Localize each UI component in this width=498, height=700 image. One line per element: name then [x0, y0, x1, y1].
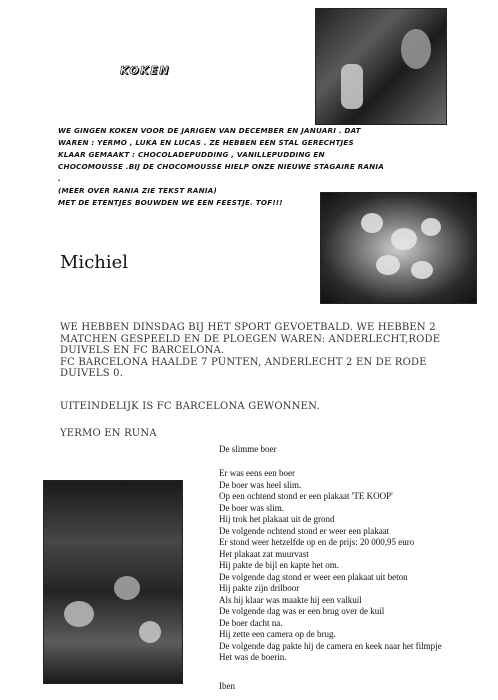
story-line: De volgende dag stond er weer een plakaat uit beton: [219, 571, 408, 582]
story-title: De slimme boer: [219, 444, 277, 454]
story-line: Er was eens een boer: [219, 468, 295, 478]
koken-line: CHOCOMOUSSE .BIJ DE CHOCOMOUSSE HIELP ONZE NIEUWE STAGAIRE RANIA: [58, 162, 385, 171]
story-line: De boer was slim.: [219, 502, 284, 513]
story-line: De boer was heel slim.: [219, 479, 302, 490]
koken-line: WAREN : YERMO , LUKA EN LUCAS . ZE HEBBEN EEN STAL GERECHTJES: [58, 138, 354, 147]
sport-authors: YERMO EN RUNA: [60, 428, 157, 439]
sport-line: DUIVELS EN FC BARCELONA.: [60, 345, 225, 356]
michiel-name: Michiel: [60, 252, 129, 273]
sport-paragraph: [60, 322, 470, 380]
koken-line: (MEER OVER RANIA ZIE TEKST RANIA): [58, 186, 218, 195]
story-line: Hij zette een camera op de brug.: [219, 629, 336, 639]
story-line: Er stond weer hetzelfde op en de prijs: 20 000,95 euro: [219, 537, 415, 547]
koken-title: KOKEN: [120, 64, 170, 77]
story-line: De volgende ochtend stond er weer een plakaat: [219, 525, 390, 536]
story-line: De volgende dag pakte hij de camera en keek naar het filmpje: [219, 640, 442, 651]
koken-line: MET DE ETENTJES BOUWDEN WE EEN FEESTJE. TOF!!!: [58, 198, 283, 207]
sport-line: FC BARCELONA HAALDE 7 PUNTEN, ANDERLECHT 2 EN DE RODE: [60, 356, 427, 368]
dessert-photo: [320, 192, 477, 304]
party-photo: [43, 480, 183, 684]
koken-line: KLAAR GEMAAKT : CHOCOLADEPUDDING , VANILLEPUDDING EN: [58, 150, 325, 159]
story-line: De volgende dag was er een brug over de kuil: [219, 606, 385, 616]
cooking-photo: [315, 8, 447, 125]
sport-line: MATCHEN GESPEELD EN DE PLOEGEN WAREN: ANDERLECHT,RODE: [60, 333, 441, 345]
koken-line: WE GINGEN KOKEN VOOR DE JARIGEN VAN DECEMBER EN JANUARI . DAT: [58, 126, 361, 135]
sport-line: DUIVELS 0.: [60, 368, 124, 379]
story-line: Het plakaat zat muurvast: [219, 548, 309, 559]
sport-line: WE HEBBEN DINSDAG BIJ HET SPORT GEVOETBALD. WE HEBBEN 2: [60, 322, 436, 333]
story-line: Hij pakte de bijl en kapte het om.: [219, 560, 339, 570]
story-text: [219, 468, 489, 664]
story-line: De boer dacht na.: [219, 617, 283, 628]
story-line: Hij trok het plakaat uit de grond: [219, 514, 335, 524]
story-line: Op een ochtend stond er een plakaat 'TE KOOP': [219, 491, 393, 501]
story-line: Hij pakte zijn drilboor: [219, 583, 300, 593]
story-author: Iben: [219, 681, 235, 691]
story-line: Het was de boerin.: [219, 652, 287, 662]
story-line: Als hij klaar was maakte hij een valkuil: [219, 594, 362, 605]
koken-line: .: [58, 174, 61, 183]
sport-result: UITEINDELIJK IS FC BARCELONA GEWONNEN.: [60, 401, 320, 412]
